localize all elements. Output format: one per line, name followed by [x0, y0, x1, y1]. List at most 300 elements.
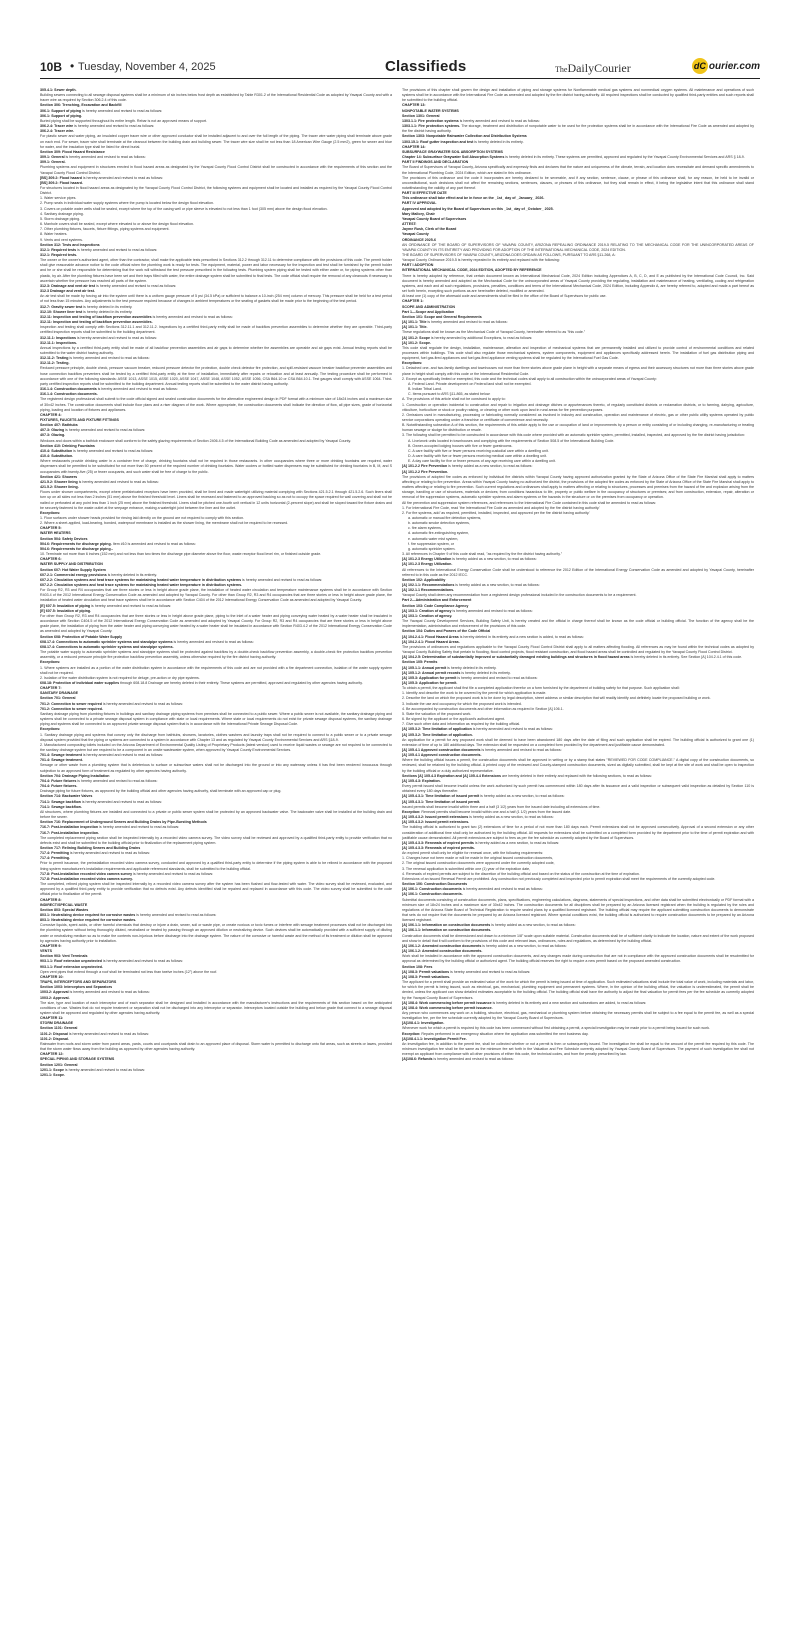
amendment-title: [A] 101.2: Scope — [402, 335, 430, 340]
amendment-title: 504.6: Requirements for discharge piping. — [40, 541, 112, 546]
amendment-title: [A] 104.2.5: Determination of substantially improved or substantially damaged existing buildings and structures in flood hazard areas — [402, 655, 630, 660]
body-paragraph: C. A care facility with five or fewer persons receiving custodial care within a dwelling unit. — [408, 448, 549, 453]
amendment-text: is hereby added as a new section, to read as follows: — [473, 840, 560, 845]
body-paragraph: All fire prevention and suppression system references, and references to the International Fire Code contained in this code shall be amended to read as follows: — [402, 500, 657, 505]
section-heading: 716.7: Post-installation inspection. — [40, 830, 100, 835]
body-paragraph: The size, type and location of each interceptor and of each separator shall be designed and installed in accordance with the manufacturer's instructions and the requirements of this section based on the anticipated conditions of use. Wastes that do not require treatment or separation shall not be discharged into any interceptor or separator. Interceptors located outside the building and below grade that connect to a sewage disposal system shall be approved and regulated by other agencies having authority. — [40, 1000, 392, 1015]
section-heading: 305.4.1: Sewer depth. — [40, 88, 77, 92]
section-heading: Section 106: Construction Documents — [402, 882, 468, 887]
body-paragraph: 3. All references in Chapter 9 of this code shall read, "as required by the fire district having authority." — [402, 552, 563, 557]
section-heading: NONPOTABLE WATER SYSTEMS — [402, 108, 459, 113]
body-paragraph: Whenever work for which a permit is required by this code has been commenced without first obtaining a permit, a special investigation may be made prior to a permit being issued for such work. — [402, 1026, 711, 1031]
body-paragraph: The applicant for a permit shall provide an estimated value of the work for which the permit is being issued at time of application. Such estimated valuations shall include the total value of work, including materials and labor, for which the permit is being issued, such as electrical, gas, mechanical, plumbing equipment and permanent systems. Where, in the opinion of the building official, the valuation is underestimated, the permit shall be denied, unless the applicant can show detailed estimates acceptable to the building official. The building official shall have the authority to adjust the final valuation for permit fees per the fee schedule as currently adopted by the Yavapai County Board of Supervisors. — [402, 980, 754, 1000]
amendment-title: [A] 105.1.1: Annual permit — [402, 665, 447, 670]
body-paragraph: A. Live/work units located in townhouses and complying with the requirements of Section 508.5 of the International Building Code. — [408, 438, 615, 443]
amendment-text: is hereby added as a new section, to read as follows: — [454, 583, 540, 587]
body-paragraph: An air test shall be made by forcing air into the system until there is a uniform gauge pressure of 5 psi (34.5 kPa) or sufficient to balance a 10-inch (254 mm) column of mercury. This pressure shall be held for a test period of not less than 15 minutes. Any adjustments to the test pressure required because of changes in ambient temperatures or the seating of gaskets shall be made prior to the beginning of the test period. — [40, 294, 392, 304]
body-paragraph: Construction documents shall be dimensioned and drawn to a minimum 1/8" scale upon suitable material. Construction documents shall be of sufficient clarity to indicate the location, nature and extent of the work proposed and show in detail that it will conform to the provisions of this code and relevant laws, ordinances, rules and regulations, as determined by the building official. — [402, 933, 754, 943]
amendment-title: [A] 105.4.3.3: Renewals of expired permits — [402, 840, 474, 845]
section-heading: 312.3 Drainage and vent air test. — [40, 289, 95, 294]
section-heading: CHAPTER 9: — [40, 943, 62, 948]
section-title: Classifieds — [385, 58, 467, 75]
body-paragraph: Submittal documents consisting of construction documents, plans, specifications, engineering calculations, diagrams, statements of special inspections, and other data shall be submitted electronically or PDF format with a minimum size of 18x24 inches and a maximum size of 30x42 inches. The construction documents for all disciplines shall be prepared by an Arizona licensed registrant when the building is regulated by the rules and regulations of the Arizona State Board of Technical Registration to require sealed plans by a qualified licensed registrant. The building official may require the applicant submitting construction documents to demonstrate that sets do not require that the documents be prepared by an Arizona licensed registrant. Where special conditions exist, the building official is authorized to require construction documents to be prepared by an Arizona licensed registrant. — [402, 897, 754, 923]
section-heading: INDIRECT/SPECIAL WASTE — [40, 902, 88, 907]
amendment-text: is hereby added as a new section, to read as follows: — [479, 794, 565, 799]
section-heading: Yavapai County Board of Supervisors — [402, 216, 467, 221]
section-heading: [A] 106.1: Construction documents. — [402, 892, 463, 897]
section-heading: Section 803: Special Wastes — [40, 907, 89, 912]
section-heading: TRAPS, INTERCEPTORS AND SEPARATORS — [40, 980, 117, 985]
amendment-title: [A] 106.1.1: Information on construction documents — [402, 923, 491, 928]
amendment-line — [402, 1057, 754, 1062]
body-paragraph: Reduced pressure principle, double check, pressure vacuum breaker, reduced pressure detector fire protection, double check detector fire protection, and spill-resistant vacuum breaker backflow preventer assemblies and hose connection backflow preventers shall be tested by a certified third-party entity at the time of installation, immediately after repairs or relocation and at least annually. The testing procedure shall be performed in accordance with one of the following standards: ASSE 1013, ASSE 1015, ASSE 1020, ASSE 1047, ASSE 1048, ASSE 1052, ASSE 1056, CSA B64.10 or CSA B64.10.1. Test gauges shall comply with ASSE 1064. Third-party certified inspection reports shall be submitted to the building department. Annual testing reports shall be submitted to the water district having authority. — [40, 366, 392, 386]
body-paragraph: 2. Omissions used in manufacturing, processing or fabricating normally considered as involved in industry and construction, operation and maintenance of electric, gas or other public utility systems operated by public service corporations operating under a franchise or certificate of convenience and necessity. — [402, 412, 754, 422]
amendment-text: is hereby amended and revised to read as follows: — [64, 155, 146, 160]
body-paragraph: THE BOARD OF SUPERVISORS OF YAVAPAI COUNTY, ARIZONA DOES ORDAIN AS FOLLOWS, PURSUANT TO ARS §11-268, A: — [402, 253, 616, 257]
amendment-title: [A] 101.2.3 Energy Utilization — [402, 557, 452, 562]
body-paragraph: Buried piping shall be supported throughout its entire length. Rebar is not an approved means of support. — [40, 118, 208, 123]
section-heading: FIXTURES, FAUCETS AND FIXTURE FITTINGS — [40, 418, 119, 422]
section-heading: [A] 104.2.4.1: Flood Hazard Areas. — [402, 639, 460, 644]
section-heading: STORM DRAINAGE — [40, 1021, 74, 1026]
amendment-title: 1101.2: Disposal — [40, 1031, 68, 1036]
amendment-text: The storage, treatment and distribution of nonpotable water to be used for fire protection systems shall be in accordance with the International Fire Code as amended and adopted by the fire district having authority. — [402, 124, 754, 134]
body-paragraph: 2. Where a sheet-applied, load-bearing, bonded, waterproof membrane is installed as the shower lining, the membrane shall not be required to be recessed. — [40, 521, 289, 526]
amendment-title: 701.4: Sewage treatment — [40, 753, 82, 758]
section-heading: VENTS — [40, 949, 52, 954]
amendment-title: 717.4: Permitting — [40, 851, 69, 856]
newspaper-title: DailyCourier — [567, 61, 631, 75]
amendment-text: is hereby amended and revised to read as follows: — [432, 1057, 514, 1062]
amendment-title: Sections [A] 105.4.3 Expiration and [A] 105.4.4 Extensions — [402, 773, 502, 778]
section-heading: CHAPTER 7: — [40, 686, 62, 691]
body-paragraph: 1. For International Fire Code, read 'the International Fire Code as amended and adopted by the fire district having authority.' — [402, 505, 601, 510]
amendment-title: [A] 102.1.1: Recommendations — [402, 583, 455, 587]
body-paragraph: 1. Floor surfaces under shower heads provided for rinsing laid directly on the ground are not required to comply with this section. — [40, 515, 245, 520]
body-paragraph: For plastic sewer and water piping, an insulated copper tracer wire or other approved conductor shall be installed adjacent to and over the full length of the piping. The tracer wire water piping shall terminate above grade on each end. For sewer, tracer wire shall terminate at the cleanout between the building drain and building sewer. The tracer wire size shall be not less than 18 American Wire Gauge (2.5 mm2), green for sewer and blue for water, and the insulation type shall be listed for direct burial. — [40, 134, 392, 149]
section-heading: [A] 108.4: Work commencing before permit issuance. — [402, 1005, 493, 1010]
section-heading: CHAPTER 10: — [40, 974, 64, 979]
body-paragraph: For structures located in flood hazard areas as designated by the Yavapai County Flood Control District, the following systems and equipment shall be located and installed as required by the Yavapai County Flood Control District. — [40, 185, 392, 196]
section-heading: Section 102: Applicability — [402, 577, 446, 582]
body-paragraph: 1. Water service pipes. — [40, 196, 77, 201]
amendment-title: [A] 108.4: Work commencing before permit issuance — [402, 1000, 492, 1005]
section-heading: Part 2—Administration and Enforcement — [402, 598, 472, 603]
section-heading: Exceptions: — [402, 361, 423, 366]
page-number: 10B — [40, 60, 63, 74]
amendment-text: is hereby amended and revised to read as follows: — [68, 990, 150, 995]
body-paragraph: The completed replacement piping section shall be inspected internally by a recorded video camera survey. The video survey shall be reviewed and approved by a qualified third-party entity to provide verification that no defects exist and shall be submitted to the building official prior to finalization of the replacement piping system. — [40, 835, 392, 845]
body-paragraph: 7. Give such other data and information as required by the building official. — [402, 722, 521, 727]
amendment-text: is hereby amended and revised to read as follows: — [81, 753, 164, 758]
amendment-line — [402, 655, 754, 660]
section-heading: Section 704: Drainage Piping Installation — [40, 773, 110, 778]
amendment-text: is hereby amended and revised to read as follows: — [68, 851, 151, 856]
amendment-title: 306.2.4: Tracer wire — [40, 124, 74, 129]
section-heading: [A] 105.3.2: Time limitation of application. — [402, 732, 473, 737]
section-heading: ORDINANCE 2025-6 — [402, 237, 436, 242]
section-heading: [A] 101.2.2 Fire Prevention. — [402, 469, 449, 474]
section-heading: [A] 105.4.1 Approved construction documents. — [402, 753, 482, 758]
amendment-title: 607.2.2: Circulation systems and heat trace systems for maintaining heated water temperature in distribution systems — [40, 577, 242, 582]
amendment-title: 316.1.4: Construction documents — [40, 387, 97, 392]
section-heading: PART II FINDINGS AND DECLARATION — [402, 160, 469, 165]
section-heading: Section 312: Tests and Inspections — [40, 242, 100, 247]
body-paragraph: 9. Vents and vent systems. — [40, 237, 83, 242]
body-paragraph: An investigation fee, in addition to the permit fee, shall be collected whether or not a permit is then or subsequently issued. The investigation fee shall be equal to the amount of the permit fee required by this code. The minimum investigation fee shall be the same as the minimum fee set forth in the Valuation and Fee Schedule currently adopted by Yavapai County Board of Supervisors. The payment of such investigation fee shall not exempt an applicant from compliance with all other provisions of either this code, the technical codes, and from the penalty prescribed by law. — [402, 1041, 754, 1057]
newspaper-prefix: The — [555, 65, 568, 74]
amendment-title: 716.7: Post-installation inspection — [40, 825, 99, 830]
section-heading: Section 1303: Nonpotable Rainwater Collection and Distribution Systems — [402, 134, 527, 139]
body-paragraph: At least one (1) copy of the aforesaid code and amendments shall be filed in the office of the Board of Supervisors for public use. — [402, 294, 607, 299]
body-paragraph: The provisions of this ordinance and the code it incorporates are hereby declared to be severable, and if any section, sentence, clause, or phrase of this ordinance shall, for any reason, be held to be invalid or unconstitutional, such decisions shall not affect the remaining sections, sentences, clauses, or phrases of this ordinance, but they shall remain in effect, it being the legislative intent that this ordinance shall stand notwithstanding the validity of any part thereof. — [402, 175, 754, 190]
section-heading: [A] 101.2: Scope. — [402, 340, 431, 345]
amendment-text: is hereby deleted in its entirety and a new section is added, to read as follows: — [458, 634, 584, 639]
body-paragraph: 2. Isolation of the water distribution system is not required for deluge, pre-action or dry pipe systems. — [40, 675, 200, 680]
body-paragraph: The provisions of adopted fire codes as enforced by individual fire districts within Yavapai County having approved authorization granted by the State of Arizona Office of the State Fire Marshal shall apply to matters affecting or relating to fire prevention. Areas within Yavapai County having no authorized fire district, the provisions of the adopted fire codes as enforced by the State of Arizona Office of the State Fire Marshal shall apply to matters affecting or relating to fire prevention. Such current regulations and ordinances shall apply to matters affecting or relating to structures, processes and premises from the hazard of fire and explosion arising from the storage, handling or use of structures, materials or devices; from conditions hazardous to life, property or public welfare in the occupancy of structures or premises; and from construction, extension, repair, alteration or removal of fire suppression systems, automatic sprinkler systems and alarm systems or fire hazards in the structure or on the premises from occupancy or operation. — [402, 474, 754, 500]
body-paragraph: 2. Manufactured composting toilets included on the Arizona Department of Environmental Quality Listing of Proprietary Products (latest version) used to receive liquid wastes or sewage are not required to be connected to the sanitary drainage system but are required to be a component in an onsite wastewater system, when approved by Yavapai County Environmental Services. — [40, 742, 392, 752]
amendment-text: is hereby added as a new section, to read as follows: — [451, 557, 537, 562]
section-heading: Section 716: Replacement of Underground Sewers and Building Drains by Pipe-Bursting Methods — [40, 820, 207, 825]
amendment-title: [A] 106.1.2: Amended construction documents — [402, 943, 482, 948]
body-paragraph: g. automatic sprinkler system. — [408, 546, 456, 551]
section-heading: CHAPTER 13: — [402, 103, 426, 108]
amendment-text: is hereby deleted in its entirety and a new section and subsections are added, to read as follows: — [491, 1000, 647, 1005]
body-paragraph: 2. The original issued construction documents were approved under the currently adopted code, — [402, 861, 555, 866]
body-paragraph: B. Indian Tribal Land. — [408, 387, 442, 392]
amendment-title: 312.3: Drainage and vent air test — [40, 283, 96, 288]
section-heading: Section 108: Fees — [402, 964, 433, 969]
body-paragraph: 1. Changes have not been made or will be made in the original issued construction documents, — [402, 856, 554, 861]
body-paragraph: Annual inspections by a certified third-party entity shall be made of all backflow prevention assemblies and air gaps to determine whether the assemblies are operable and air gaps exist. Annual testing reports shall be submitted to the water district having authority. — [40, 345, 392, 355]
section-heading: CHAPTER 8: — [40, 897, 62, 902]
amendment-title: 407.3: Glazing — [40, 428, 65, 433]
amendment-title: [BS] 309.2: Flood hazard — [40, 175, 82, 180]
amendment-text: is hereby amended and revised to read as follows: — [98, 825, 180, 830]
body-paragraph: 7. Other plumbing fixtures, faucets, fixture fittings, piping systems and equipment. — [40, 227, 170, 232]
section-heading: Section 309: Flood Hazard Resistance — [40, 149, 105, 154]
amendment-text: is hereby added as a new section, to read as follows: — [490, 923, 576, 928]
body-paragraph: These regulations shall be known as the Mechanical Code of Yavapai County, hereinafter referred to as "this code." — [402, 330, 586, 335]
section-heading: PART III EFFECTIVE DATE — [402, 191, 447, 196]
amendment-title: 1003.2: Approval — [40, 990, 69, 995]
section-heading: PART I ADOPTION — [402, 263, 434, 268]
amendment-title: 312.10: Shower liner test — [40, 309, 83, 314]
body-paragraph: An expired permit shall only be eligible for renewal once, with the following requirements: — [402, 851, 544, 856]
amendment-text: is hereby amended and revised to read as follows: — [172, 639, 254, 644]
body-paragraph: All references to the International Energy Conservation Code shall be understood to reference the 2012 Edition of the International Energy Conservation Code as amended and adopted by Yavapai County, hereinafter referred to in this code as the 2012 IECC. — [402, 567, 754, 577]
newspaper-name — [555, 61, 631, 76]
section-heading: Section 104: Duties and Powers of the Code Official — [402, 629, 491, 634]
amendment-text: is hereby amended and revised to read as follows: — [90, 603, 172, 608]
section-heading: Jayme Rush, Clerk of the Board — [402, 227, 457, 232]
amendment-title: 704.4: Future fixtures — [40, 778, 77, 783]
body-paragraph: AN ORDINANCE OF THE BOARD OF SUPERVISORS OF YAVAPAI COUNTY, ARIZONA REPEALING ORDINANCE 2019-5 RELATING TO THE MECHANICAL CODE FOR THE UNINCORPORATED AREAS OF YAVAPAI COUNTY IN ITS ENTIRETY AND PROVIDING FOR ADOPTION OF THE INTERNATIONAL MECHANICAL CODE, 2024 EDITION. — [402, 242, 754, 252]
amendment-text: is hereby amended and revised to read as follows: — [64, 428, 146, 433]
body-paragraph: 2. Except as specifically limited or exempted, this code and the technical codes shall apply to all construction within the unincorporated areas of Yavapai County: — [402, 376, 657, 381]
body-paragraph: B. Owner-occupied lodging houses with five or fewer guestrooms. — [408, 443, 513, 448]
section-heading: CHAPTER 1: — [402, 299, 424, 304]
section-heading: Section 608: Protection of Potable Water Supply — [40, 634, 123, 639]
amendment-title: [A] 105.4.1 Approved construction documents — [402, 748, 481, 752]
section-heading: [A] 102.1.1 Recommendations. — [402, 588, 455, 593]
body-paragraph: The provisions of this chapter shall govern the design and installation of piping and storage systems for Nonflammable medical gas systems and nonmedical oxygen systems. All maintenance and operations of such systems shall be in accordance with the International Fire Code as amended and adopted by the fire district having authority. All required inspections shall be conducted by qualified third-party entities and such reports shall be submitted to the building official. — [402, 88, 754, 103]
body-paragraph: The registered design professional shall submit to the code official signed and sealed construction documents for the alternative engineered design in PDF format with a minimum size of 18x24 inches and a maximum size of 30x42 inches. The construction documents shall include floor plans and a riser diagram of the work. Where appropriate, the construction documents shall indicate the direction of flow, all pipe sizes, grade of horizontal piping, loading and location of fixtures and appliances. — [40, 397, 392, 412]
amendment-text: is hereby deleted in its entirety. These systems are permitted, approved and regulated by the Yavapai County Environmental Services and ARS § 18-9. — [504, 155, 745, 160]
logo-text: ourier.com — [708, 60, 760, 72]
body-paragraph: For other than Group R2, R3 and R4 occupancies that are three stories or less in height above grade plane, piping to the inlet of a water heater and piping conveying water heated by a water heater shall be insulated in accordance with Section C404.5 of the 2012 International Energy Conservation Code as amended and adopted by Yavapai County. For Group R2, R3 and R4 occupancies that are three stories or less in height above grade plane, the installation of piping from the water heater and piping conveying water heated by a water heater shall be insulated in accordance with Section R403.4.2 of the 2012 International Energy Conservation Code as amended and adopted by Yavapai County. — [40, 613, 392, 634]
body-paragraph: b. automatic smoke detection systems, — [408, 521, 470, 526]
section-heading: Part 1—Scope and Application — [402, 309, 455, 314]
section-heading: 1101.2: Disposal. — [40, 1036, 69, 1041]
section-heading: 421.5.2: Shower lining. — [40, 485, 79, 490]
section-heading: Section 1003: Interceptors and Separators — [40, 985, 113, 990]
body-paragraph: Work shall be installed in accordance with the approved construction documents, and any changes made during construction that are not in compliance with the approved construction documents shall be resubmitted for approval as determined by the building official or authorized agent. The building official reserves the right to require a new permit based on the proposed amended construction. — [402, 954, 754, 964]
body-paragraph: Inspection and testing shall comply with Sections 312.11.1 and 312.11.2. Inspections by a certified third-party entity shall be made of backflow prevention assemblies to determine whether they are operable. Third-party certified inspection reports shall be submitted to the building department. — [40, 325, 392, 335]
section-heading: 607.2.2: Circulation systems and heat trace systems for maintaining heated water temperature in distribution systems. — [40, 583, 243, 587]
section-heading: 316.1.4: Construction documents. — [40, 392, 98, 397]
amendment-text: is hereby deleted in its entirety. — [82, 309, 133, 314]
body-paragraph: The owner or the owner's authorized agent, other than the contractor, shall make the applicable tests prescribed in Sections 312.2 through 312.11 to determine compliance with the provisions of this code. The permit holder shall give reasonable advance notice to the code official when the plumbing work is ready for tests. The equipment, material, power and labor necessary for the inspection and test shall be furnished by the permit holder and he or she shall be responsible for determining that the work will withstand the test pressure prescribed in the following tests. Plumbing system piping shall be tested with either water or, for piping systems other than plastic, by air. After the plumbing fixtures have been set and their traps filled with water, the entire drainage system shall be submitted to final tests. The code official shall require the removal of any cleanouts if necessary to ascertain whether the pressure has reached all parts of the system. — [40, 258, 392, 283]
body-paragraph: Sewage or other waste from a plumbing system that is deleterious to surface or subsurface waters shall not be discharged into the ground or into any waterway unless it has first been rendered innocuous through subjection to an approved form of treatment as regulated by other agencies having authority. — [40, 763, 392, 773]
amendment-text: is hereby amended and revised to read as follows: — [461, 887, 543, 892]
section-heading: WATER HEATERS — [40, 531, 71, 536]
section-heading: 803.1: Neutralizing device required for corrosive wastes. — [40, 918, 137, 923]
amendment-title: 410.4: Substitution — [40, 448, 73, 453]
amendment-title: 608.17.4: Connections to automatic sprinkler systems and standpipe systems — [40, 639, 173, 644]
section-heading: [A] 105.4.3.2: Issued permit extensions. — [402, 820, 470, 825]
section-heading: 410.4: Substitution. — [40, 454, 74, 459]
section-heading: [A] 106.1.1: Information on construction documents. — [402, 928, 492, 933]
section-heading: This ordinance shall take effect and be in force on the _1st_ day of _January_ 2026. — [402, 196, 545, 201]
amendment-title: [E] 607.5: Insulation of piping — [40, 603, 91, 608]
amendment-text: is hereby amended and revised to read as follows: — [101, 959, 184, 964]
body-paragraph: The building official is authorized to grant two (2) extensions of time for a period of not more than 180 days each. Permit extensions shall not be approved consecutively. Approval of a second extension or any other consideration of additional time shall only be authorized by the building official. All requests for extensions shall be submitted on a completed form provided by the department prior to the time of permit expiration and with justifiable cause demonstrated. All permit extensions are subject to fees as per the fee schedule as currently adopted by the Board of Supervisors. — [402, 825, 754, 840]
body-paragraph: For Group R2, R3 and R4 occupancies that are three stories or less in height above grade plane, the installation of heated water circulation and temperature maintenance systems shall be in accordance with Section R403.4 of the 2012 International Energy Conservation Code as amended and adopted by Yavapai County. For other than Group R2, R3 and R4 occupancies that are three stories or less in height above grade plane, the installation of heated water circulation and heat trace systems shall be in accordance with Section C404 of the 2012 International Energy Conservation Code as amended and adopted by Yavapai County. — [40, 588, 392, 603]
body-paragraph: 3. The following shall be permitted to be constructed in accordance with this code where provided with an automatic sprinkler system, permitted, installed, inspected, and approved by the fire district having jurisdiction: — [402, 433, 745, 438]
section-heading: 1003.2: Approval. — [40, 995, 70, 1000]
amendment-title: [A] 104.2.4.1: Flood Hazard Areas — [402, 634, 459, 639]
body-paragraph: 4. Be accompanied by construction documents and other information as required in Section [A] 106.1. — [402, 706, 564, 711]
body-paragraph: 1. Construction or operation incidental to construction and repair to irrigation and drainage ditches or appurtenances thereto, of regularly constituted districts or reclamation districts, or to farming, dairying, agriculture, viticulture, horticulture or stock or poultry raising, or clearing or other work upon land in rural areas for fire prevention purposes. — [402, 402, 754, 412]
section-heading: 306.1: Support of piping. — [40, 113, 83, 118]
body-paragraph: Any person who commences any work on a building, structure, electrical, gas, mechanical or plumbing system before obtaining the necessary permits shall be subject to a fee equal to the permit fee, as well as a special investigation fee, per the fee schedule currently adopted by the Yavapai County Board of Supervisors. — [402, 1010, 754, 1021]
body-paragraph: 6. Be signed by the applicant or the applicant's authorized agent. — [402, 717, 505, 722]
section-heading: [A]108.4.1.1: Investigation Permit Fee. — [402, 1036, 467, 1041]
body-paragraph: 1. Detached one- and two-family dwellings and townhouses not more than three stories above grade plane in height with a separate means of egress and their accessory structures not more than three stories above grade plane in height shall comply with this code or the International Residential Code. — [402, 366, 754, 376]
section-heading: CHAPTER 5: — [40, 526, 62, 531]
amendment-title: 607.2.1: Commercial energy provisions — [40, 572, 107, 577]
section-heading: Section 105: Permits — [402, 660, 438, 665]
amendment-text: is hereby amended and revised to read as follows: — [96, 387, 178, 392]
body-paragraph: f. fire suppression system, or — [408, 541, 454, 546]
body-paragraph: The potable water supply to automatic sprinkler systems and standpipe systems shall be protected against backflow by a double-check backflow prevention assembly, a double-check fire protection backflow prevention assembly, or a reduced pressure principle fire protection backflow prevention assembly, unless otherwise required by the fire district having authority. — [40, 650, 392, 660]
amendment-text: is hereby amended and revised to read as follows: — [426, 320, 508, 325]
amendment-title: 701.2: Connection to sewer required — [40, 701, 102, 706]
section-heading: 504.6: Requirements for discharge piping.- — [40, 546, 113, 551]
body-paragraph: 2. Describe the land on which the proposed work is to be done by legal description, street address or similar description that will readily identify and definitely locate the proposed building or work. — [402, 696, 711, 701]
amendment-title: 312.1: Required tests — [40, 247, 77, 252]
section-heading: CHAPTER 6: — [40, 557, 62, 562]
section-heading: [A] 103.1: Creation of agency. — [402, 613, 453, 618]
amendment-title: 1303.1.1: Fire protection systems. — [402, 124, 461, 129]
amendment-title: [A] 105.3.2: Time limitation of application — [402, 727, 472, 732]
amendment-text: is hereby amended and revised to read as follows: — [456, 675, 538, 680]
amendment-text: is hereby amended and revised to read as follows: — [73, 124, 155, 129]
amendment-text: is hereby amended and revised to read as follows: — [63, 1067, 146, 1072]
amendment-title: 309.1: General — [40, 155, 65, 160]
section-heading: 701.4: Sewage treatment. — [40, 758, 83, 763]
body-paragraph: A. The provisions of this article shall not be construed to apply to: — [402, 397, 506, 402]
body-paragraph: Prior to permit issuance, the preinstallation recorded video camera survey, conducted and approved by a qualified third-party entity to determine if the piping system is able to be relined in accordance with the proposed lining system manufacturer's installation requirements and applicable referenced standards, shall be submitted to the building official. — [40, 861, 392, 871]
section-heading: [A] 106.1.2: Amended construction documents. — [402, 949, 483, 954]
section-heading: 1201.1: Scope. — [40, 1072, 65, 1077]
amendment-text: is hereby deleted in its entirety. — [82, 304, 133, 309]
section-heading: [A]108.4.1: Investigation. — [402, 1021, 445, 1026]
section-heading: WATER SUPPLY AND DISTRIBUTION — [40, 562, 103, 567]
amendment-text: is hereby amended by additional Exceptions, to read as follows: — [429, 335, 533, 340]
section-heading: ATTEST: — [402, 222, 417, 227]
body-paragraph: Open vent pipes that extend through a roof shall be terminated not less than twelve inches (12") above the roof. — [40, 969, 218, 974]
section-heading: Section 101: Scope and General Requirements — [402, 314, 482, 319]
section-heading: [A] 105.3: Application for permit. — [402, 680, 458, 685]
section-heading: CHAPTER 14: — [402, 144, 426, 149]
body-paragraph: Issued permits shall become invalid within three and a half (3 1/2) years from the issued date including all extensions of time. — [402, 804, 601, 809]
amendment-title: Chapter 14: Subsurface Graywater Soil Absorption Systems — [402, 155, 505, 160]
section-heading: 717.8: Post-installation recorded video camera survey. — [40, 876, 133, 881]
section-heading: Exceptions: — [40, 727, 61, 732]
body-paragraph: Windows and doors within a bathtub enclosure shall conform to the safety glazing requirements of Section 2406.4.5 of the International Building Code as amended and adopted by Yavapai County. — [40, 438, 352, 443]
body-paragraph: Sanitary drainage piping from plumbing fixtures in buildings and sanitary drainage piping systems from premises shall be connected to a public sewer. Where a public sewer is not available, the sanitary drainage piping and systems shall be connected to a private sewage disposal system in compliance with state or local requirements. Where state or local requirements do not exist for private sewage disposal systems, the sanitary drainage piping and systems shall be connected to an approved private sewage disposal system that is in accordance with the International Private Sewage Disposal Code. — [40, 711, 392, 727]
body-paragraph: 1. Where systems are installed as a portion of the water distribution system in accordance with the requirements of this code and are not provided with a fire department connection, isolation of the water supply system shall not be required. — [40, 665, 392, 675]
amendment-text: is hereby amended and revised to read as follows: — [72, 448, 154, 453]
body-paragraph: E. A day care facility for five or fewer persons of any age receiving care within a dwelling unit. — [408, 459, 556, 464]
amendment-text: is hereby amended and revised to read as follows: — [449, 969, 531, 974]
amendment-text: is hereby amended and revised to read as follows: — [101, 701, 184, 706]
section-heading: [A] 105.4.3.3: Renewals of expired permits. — [402, 845, 475, 850]
section-heading: CHAPTER 11: — [40, 1016, 64, 1021]
section-heading: [A] 108.3: Permit valuations. — [402, 974, 451, 979]
section-heading: [A] 101.1: Title. — [402, 325, 428, 330]
body-paragraph: 2. For fire systems, add 'as required, permitted, installed, inspected, and approved per the fire district having authority.' — [402, 510, 591, 515]
dcourier-logo[interactable] — [692, 58, 760, 74]
amendment-text: is hereby amended and revised to read as follows: — [471, 727, 553, 732]
amendment-title: [A] 105.1.2: Annual permit records — [402, 670, 461, 675]
amendment-title: 903.1.1: Roof extension unprotected — [40, 959, 102, 964]
body-paragraph: d. automatic fire-extinguishing system, — [408, 531, 470, 536]
body-paragraph: C. Items pursuant to ARS §11-865, as stated below: — [408, 392, 491, 397]
section-heading: CHAPTER 4: — [40, 412, 62, 417]
section-heading: 312.11: Inspection and testing of backflow prevention assemblies. — [40, 320, 153, 325]
amendment-text: are hereby deleted in their entirety and replaced with the following sections, to read as follows: — [501, 773, 652, 778]
body-paragraph: 3. Covers on potable water wells shall be sealed, except where the top of the casing well or pipe sleeve is elevated to not less than 1 foot (305 mm) above the design flood elevation. — [40, 206, 328, 211]
section-heading: 608.17.4: Connections to automatic sprinkler systems and standpipe systems. — [40, 644, 174, 649]
amendment-text: is hereby amended and revised to read as follows: — [68, 356, 150, 361]
body-paragraph: 5. State the valuation of the proposed work. — [402, 711, 472, 716]
body-paragraph: The Board of Supervisors of Yavapai County, Arizona specifically and expressly finds and declares that the nature and uniqueness of the climate, terrain, and location does necessitate and demand specific amendments to the International Plumbing Code, 2024 Edition, which are stated in this ordinance. — [402, 165, 754, 175]
body-paragraph: 3. Indicate the use and occupancy for which the proposed work is intended. — [402, 701, 522, 706]
amendment-text: is hereby amended and revised to read as follows: — [95, 283, 177, 288]
amendment-line — [40, 681, 392, 686]
amendment-title: 1303.1.1: Fire protection systems — [402, 118, 459, 123]
body-paragraph: Corrosive liquids, spent acids, or other harmful chemicals that destroy or injure a drain, sewer, soil or waste pipe, or create noxious or toxic fumes or interfere with sewage treatment processes shall not be discharged into the plumbing system without being thoroughly diluted, neutralized or treated by passing through an approved dilution or neutralizing device. Such devices shall be automatically provided with a sufficient supply of diluting water or neutralizing medium so as to make the contents non-injurious before discharge into the drainage system. The nature of the corrosive or harmful waste and the method of its treatment or dilution shall be approved by agencies having authority prior to installation. — [40, 923, 392, 943]
section-heading: 312.11.2: Testing. — [40, 361, 70, 366]
section-heading: 701.2: Connection to sewer required. — [40, 706, 103, 711]
section-heading: Section 103: Code Compliance Agency — [402, 603, 469, 608]
body-paragraph: All structures, where plumbing fixtures are installed and connected to a private or public sewer system shall be protected by an approved backwater valve. The backwater valve shall be installed at the building drain and before the sewer. — [40, 809, 392, 820]
section-heading: Section 1201: General — [40, 1062, 78, 1067]
amendment-text: is hereby amended and revised to read as follows: — [80, 799, 163, 804]
section-heading: 717.4: Permitting. — [40, 856, 70, 861]
amendment-text: is hereby amended and revised to read as follows: — [151, 314, 233, 319]
section-heading: 704.4: Future fixtures. — [40, 784, 78, 789]
section-heading: SCOPE AND ADMINISTRATION — [402, 304, 455, 309]
section-heading: 312.11.1: Inspections. — [40, 340, 77, 345]
body-paragraph: Yavapai County shall deem any recommendation from a registered design professional included in the construction documents to be a requirement. — [402, 593, 637, 598]
body-paragraph: 4. Sanitary drainage piping. — [40, 211, 84, 216]
body-paragraph: There is hereby adopted by reference, that certain document known as International Mechanical Code, 2024 Edition including Appendices A, B, C, D, and E as published by the International Code Council, Inc. Said document is hereby amended and adopted as the Mechanical Code for the unincorporated areas of Yavapai County providing the regulating, installation and maintenance of heating, ventilating, cooling and refrigeration systems, and each and all such regulations, provisions, penalties, conditions and terms of the International Mechanical Code, 2024 Edition, including Appendix A, are hereby referred to, adopted and made a part hereof as set forth herein, excepting such portions as are hereinafter deleted, modified or amended. — [402, 273, 754, 294]
amendment-text: is hereby amended and revised to read as follows: — [132, 871, 214, 876]
amendment-title: 312.7: Gravity sewer test — [40, 304, 83, 309]
amendment-title: 608.18: Protection of individual water supplies — [40, 680, 120, 685]
amendment-title: [A] 108.3: Permit valuations — [402, 969, 450, 974]
amendment-text: is hereby deleted in its entirety. See Section [A] 104.2.4.1 of this code. — [629, 655, 743, 660]
legal-notice-column-left — [40, 88, 392, 1078]
body-paragraph: 5. Storm drainage piping. — [40, 216, 81, 221]
body-paragraph: Floors under shower compartments, except where prefabricated receptors have been provided, shall be lined and made watertight utilizing material complying with Sections 421.5.2.1 through 421.5.2.6. Such liners shall turn up on all sides not less than 2 inches (51 mm) above the finished threshold level. Liners shall be recessed and fastened to an approved backing so as not to occupy the space required for wall covering and shall not be nailed or perforated at any point less than 1 inch (25 mm) above the finished threshold. Liners shall be pitched one-fourth unit vertical in 12 units horizontal (2-percent slope) and shall be sloped toward the fixture drains and be securely fastened to the waste outlet at the seepage entrance, making a watertight joint between the liner and the outlet. — [40, 490, 392, 510]
amendment-text: is hereby added as a new section, to read as follows: — [468, 815, 554, 820]
body-paragraph: The Yavapai County Development Services, Building Safety Unit, is hereby created and the official in charge thereof shall be known as the code official or building official. The function of the agency shall be the implementation, administration and enforcement of the provisions of this code. — [402, 619, 754, 629]
section-heading: SANITARY DRAINAGE — [40, 691, 79, 696]
body-paragraph: The completed, relined piping system shall be inspected internally by a recorded video camera survey after the system has been flushed and flow-tested with water. The video survey shall be reviewed, evaluated, and approved by a qualified third-party entity to provide verification that no defects exist. Any defects identified shall be repaired and replaced in accordance with this code. The video survey shall be submitted to the code official prior to finalization of the permit. — [40, 882, 392, 897]
amendment-text: is hereby amended and revised to read as follows: — [241, 577, 323, 582]
section-heading: SPECIAL PIPING AND STORAGE SYSTEMS — [40, 1057, 115, 1062]
amendment-line — [402, 124, 754, 134]
body-paragraph: An application for a permit for any proposed work shall be deemed to have been abandoned 180 days after the date of filing and such application shall be expired. The building official is authorized to grant one (1) extension of time of up to 180 additional days. The extension shall be requested on a completed form provided by the department and justifiable cause demonstrated. — [402, 737, 754, 747]
section-heading: Yavapai County — [402, 232, 429, 237]
section-heading: [A] 105.4.3.1: Time limitation of issued permit. — [402, 799, 481, 804]
body-paragraph: Rainwater from roofs and storm water from paved areas, yards, courts and courtyards shall drain to an approved place of disposal. Storm water is permitted to discharge onto flat areas, such as streets or lawns, provided that the storm water flows away from the building as approved by other agencies having authority. — [40, 1041, 392, 1052]
section-heading: Section 407: Bathtubs — [40, 423, 78, 428]
amendment-text: Renewal permits shall become invalid within one and a half (1 1/2) years from the issued date. — [420, 809, 572, 814]
amendment-text: is hereby deleted in its entirety. — [473, 139, 524, 144]
amendment-text: is hereby amended and revised to read as follows: — [81, 175, 164, 180]
legal-notice-column-right — [402, 88, 754, 1063]
section-heading: Section 1301: General — [402, 113, 440, 118]
amendment-title: [A] 103.1: Creation of agency — [402, 608, 452, 613]
section-heading: Section 701: General — [40, 696, 76, 701]
body-paragraph: Extensions of an issued Renewal Permit are prohibited. Any construction not previously completed and inspected prior to permit expiration shall meet the requirements of the currently adopted code. — [402, 876, 716, 881]
section-heading: CHAPTER 12: — [40, 1052, 64, 1057]
amendment-text: is hereby amended and revised to read as follows: — [81, 108, 163, 113]
body-paragraph: 1. Identify and describe the work to be covered by the permit for which application is made. — [402, 691, 547, 696]
page-masthead — [40, 58, 760, 79]
amendment-title: 312.11.2: Testing — [40, 356, 69, 361]
section-heading: Exceptions: — [40, 510, 61, 515]
amendment-text: Repairs performed in an emergency situation where the application was submitted the next business day. — [420, 1031, 589, 1036]
amendment-text: is hereby amended and revised to read as follows: — [480, 748, 562, 752]
amendment-title: 306.1: Support of piping — [40, 108, 82, 113]
amendment-text: is hereby amended and revised to read as follows: — [77, 479, 159, 484]
amendment-title: 1303.15.1: Roof gutter inspection and test — [402, 139, 474, 144]
dc-badge-icon: dC — [692, 58, 708, 74]
section-heading: [BS] 309.2: Flood hazard. — [40, 180, 83, 185]
amendment-text: is hereby amended and revised to read as follows: — [135, 913, 217, 917]
amendment-text: through 608.18.8 Drainage are hereby deleted in their entirety. These systems are permitted, approved and regulated by other agencies having authority. — [119, 680, 363, 685]
body-paragraph: Where restaurants provide drinking water in a container free of charge, drinking fountains shall not be required in those restaurants. In other occupancies where three or more drinking fountains are required, water dispensers shall be permitted to be substituted for not more than 50 percent of the required number of drinking fountains. Water coolers or bottled water dispensers may be substituted for drinking fountains in B, M, and S occupancies with twenty-five (25) or fewer occupants, and such water shall be free of charge to the public. — [40, 459, 392, 474]
section-heading: Approved and adopted by the Board of Supervisors on this _1st_ day of _October_ 2025. — [402, 206, 554, 211]
amendment-title: 312.11.1: Inspections — [40, 335, 76, 340]
